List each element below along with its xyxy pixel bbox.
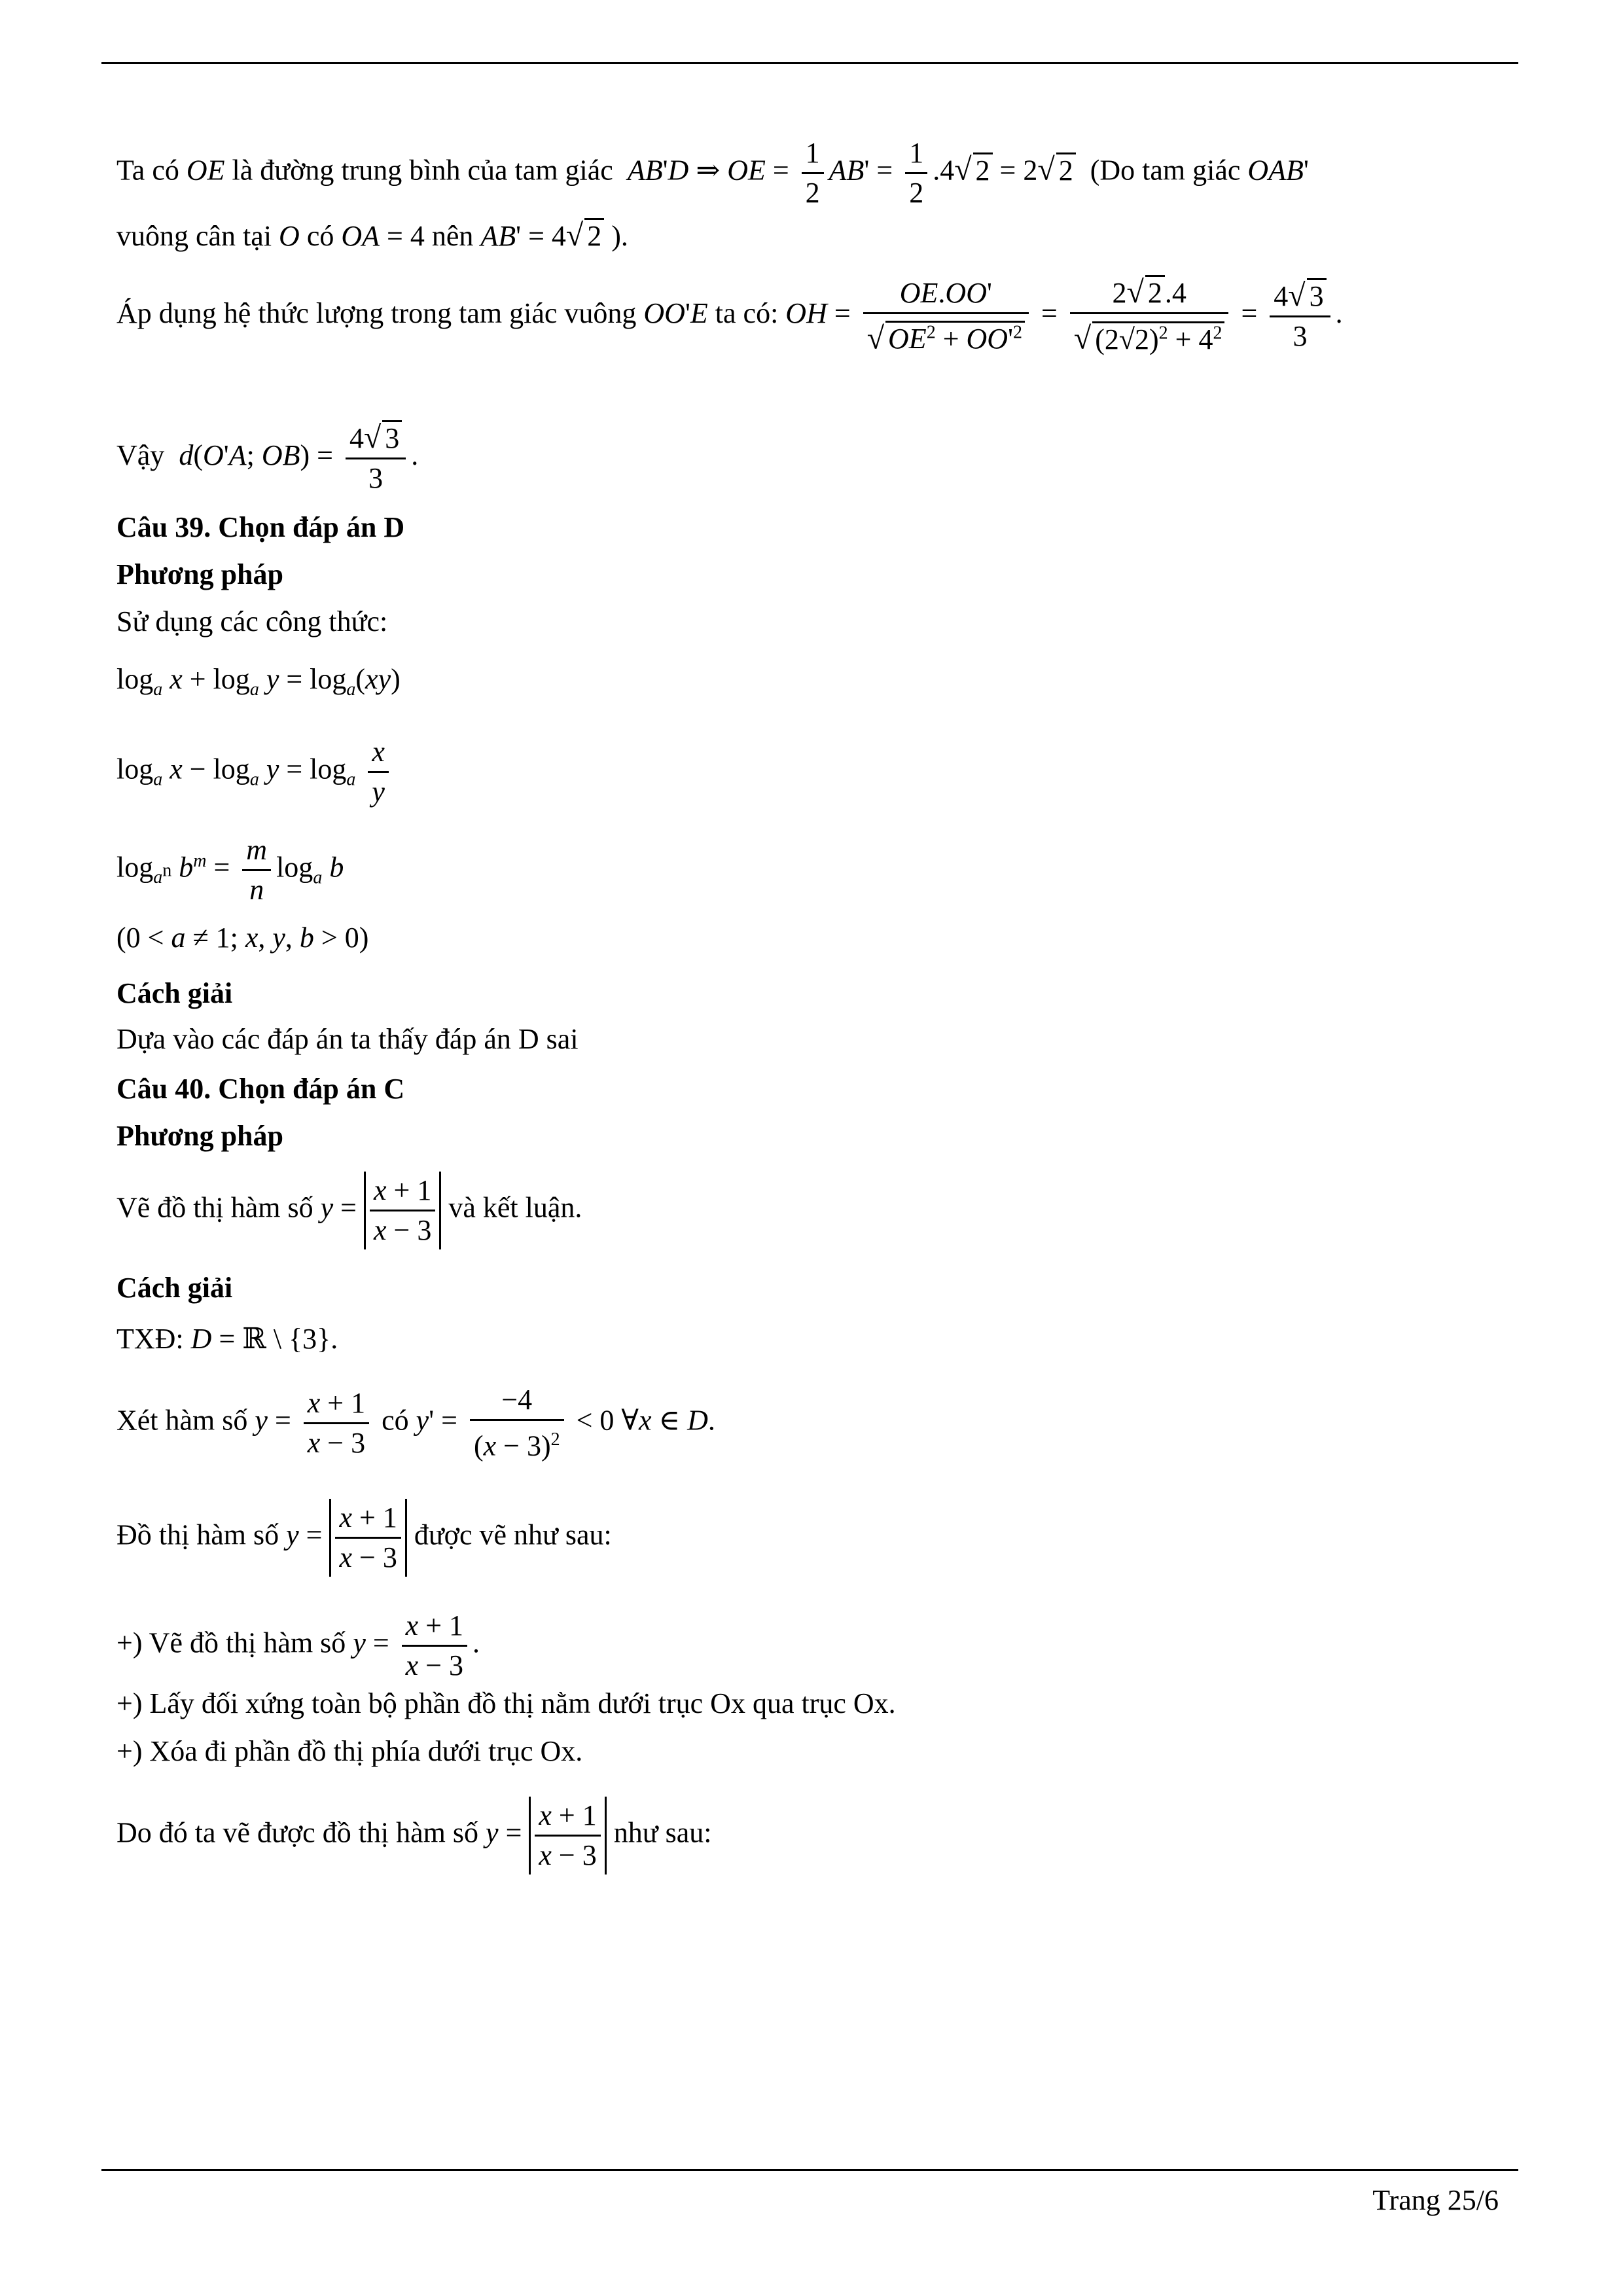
paragraph-oh-formula: Áp dụng hệ thức lượng trong tam giác vuông OO'E ta có: OH = $\frac{OE.OO'}{√ OE^2 + OO'^2}$ = $\frac{2√ 2.4}{√ (2√2)^2 + 4^2}$ = $\frac{4√ 3}{3}$ .: [116, 275, 1343, 356]
q40-graph-intro: Đồ thị hàm số y = $\frac{x + 1}{x - 3}$ được vẽ như sau:: [116, 1499, 612, 1577]
formula-log-sum: $\log_a x + \log_a y = \log_a(xy)$: [116, 663, 401, 700]
q40-derivative: Xét hàm số y = $\frac{x + 1}{x - 3}$ có y' = $\frac{-4}{(x - 3)^2}$ < 0 ∀x ∈ D.: [116, 1381, 715, 1465]
paragraph-oa: vuông cân tại O có OA = 4 nên AB' = 4√ 2 ).: [116, 218, 628, 253]
formula-conditions: (0 < a ≠ 1; x, y, b > 0): [116, 922, 369, 954]
text: vuông cân tại: [116, 220, 272, 252]
text: +) Vẽ đồ thị hàm số: [116, 1626, 346, 1659]
q40-title: Câu 40. Chọn đáp án C: [116, 1073, 405, 1105]
q40-domain: TXĐ: D = ℝ \ {3}.: [116, 1323, 338, 1355]
text: như sau:: [613, 1816, 712, 1849]
footer-rule: [101, 2169, 1518, 2171]
text: Vẽ đồ thị hàm số: [116, 1191, 313, 1224]
text: TXĐ:: [116, 1323, 184, 1355]
text: ta có:: [715, 296, 779, 329]
formula-log-diff: $\log_a x - \log_a y = \log_a$ $\frac{x}{y}$: [116, 733, 394, 811]
paragraph-conclusion: Vậy d(O'A; OB) = $\frac{4√ 3}{3}$ .: [116, 420, 419, 494]
q39-method: Phương pháp: [116, 558, 283, 590]
text: là đường trung bình của tam giác: [232, 154, 613, 187]
text: nên: [431, 220, 474, 252]
text: có: [306, 220, 334, 252]
text: Do đó ta vẽ được đồ thị hàm số: [116, 1816, 479, 1849]
text: và kết luận.: [448, 1191, 582, 1224]
q39-use: Sử dụng các công thức:: [116, 605, 388, 637]
q40-step2: +) Lấy đối xứng toàn bộ phần đồ thị nằm dưới trục Ox qua trục Ox.: [116, 1687, 896, 1719]
header-rule: [101, 62, 1518, 64]
q40-step1: +) Vẽ đồ thị hàm số y = $\frac{x + 1}{x - 3}$ .: [116, 1607, 480, 1685]
text: (Do tam giác: [1090, 154, 1241, 187]
page-number: Trang 25/6: [1372, 2184, 1499, 2216]
text: được vẽ như sau:: [414, 1518, 612, 1551]
q40-method: Phương pháp: [116, 1120, 283, 1152]
text: Ta có: [116, 154, 179, 187]
q40-step3: +) Xóa đi phần đồ thị phía dưới trục Ox.: [116, 1735, 583, 1767]
text: Xét hàm số: [116, 1404, 248, 1437]
q40-final: Do đó ta vẽ được đồ thị hàm số y = $\frac{x + 1}{x - 3}$ như sau:: [116, 1797, 711, 1874]
q40-solve: Cách giải: [116, 1272, 233, 1304]
q39-title: Câu 39. Chọn đáp án D: [116, 511, 405, 543]
q39-solve: Cách giải: [116, 977, 233, 1009]
text: Vậy: [116, 439, 165, 472]
formula-log-power: $\log_{a^n} b^m$ = $\frac{m}{n}$ $\log_a b$: [116, 831, 344, 909]
paragraph-oe-midline: Ta có OE là đường trung bình của tam giác AB'D ⇒ OE = $\frac{1}{2}$ AB' = $\frac{1}{2}$ .4√ 2 = 2√ 2 (Do tam giác OAB': [116, 134, 1309, 212]
text: Áp dụng hệ thức lượng trong tam giác vuông: [116, 296, 637, 329]
text: có: [382, 1404, 409, 1437]
q39-answer: Dựa vào các đáp án ta thấy đáp án D sai: [116, 1023, 579, 1055]
text: ).: [611, 220, 628, 252]
text: Đồ thị hàm số: [116, 1518, 279, 1551]
q40-draw: Vẽ đồ thị hàm số y = $\frac{x + 1}{x - 3}$ và kết luận.: [116, 1172, 582, 1249]
